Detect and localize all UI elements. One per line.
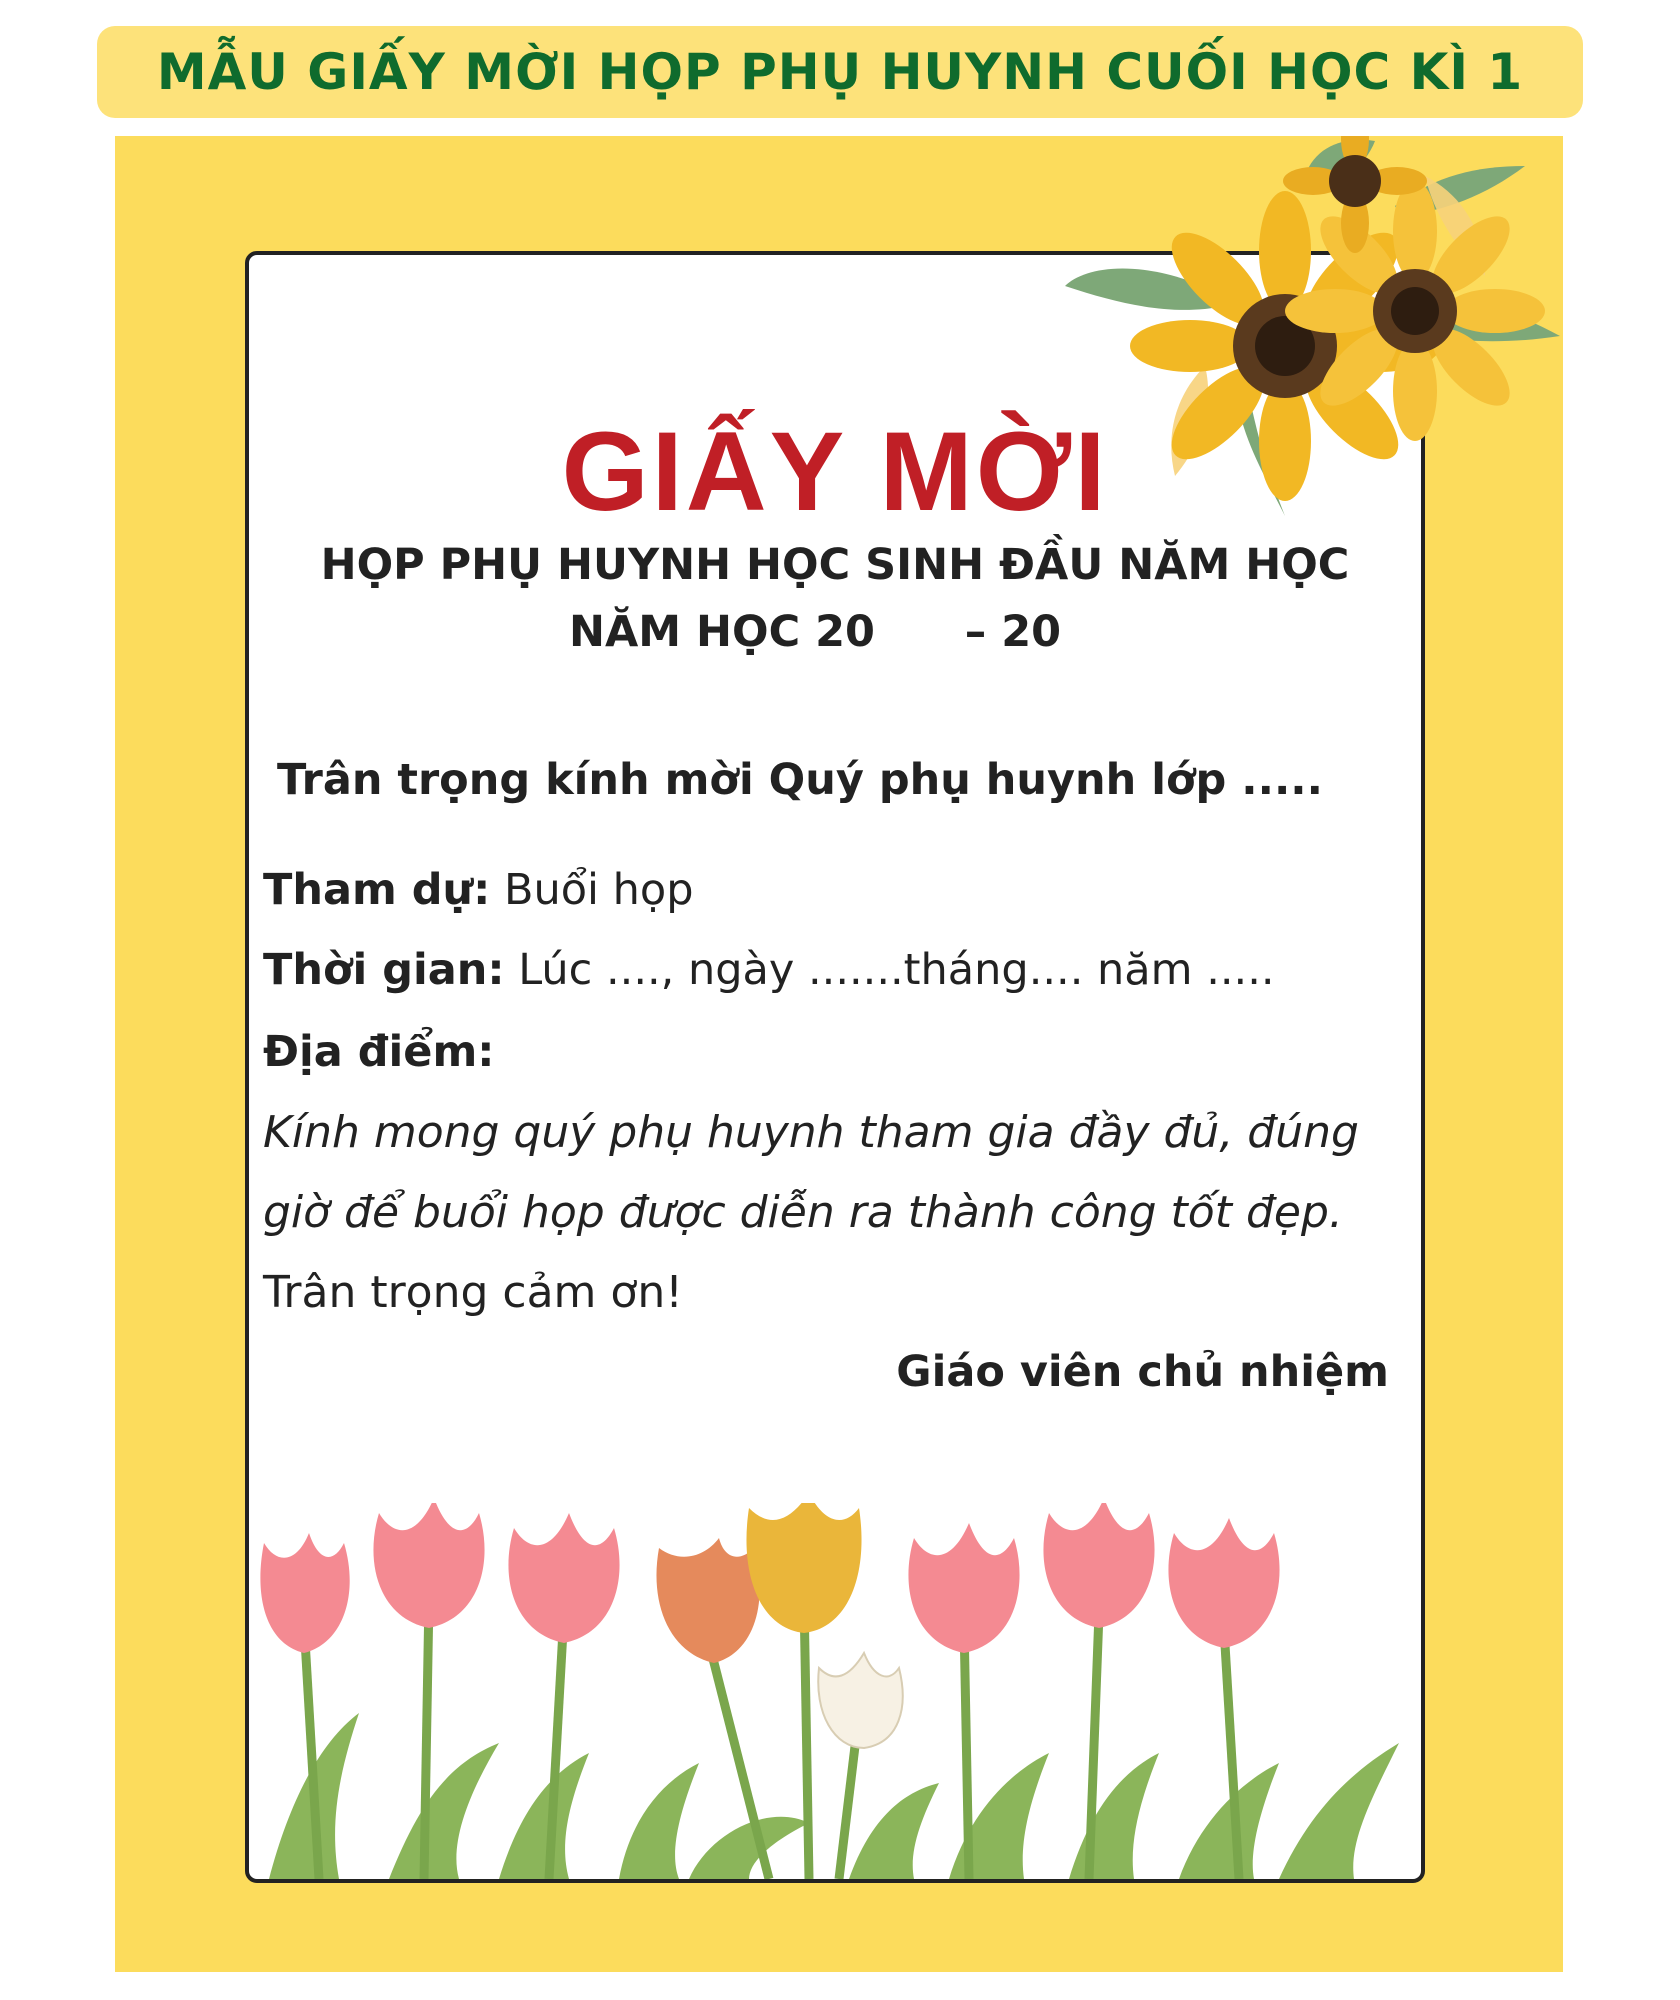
- sunflower-bouquet-illustration: [1065, 136, 1563, 556]
- invitation-poster: [115, 136, 1563, 1972]
- signature-label: Giáo viên chủ nhiệm: [896, 1347, 1389, 1397]
- field-location-label: Địa điểm:: [263, 1027, 495, 1077]
- message-line-1: Kính mong quý phụ huynh tham gia đầy đủ, đúng: [263, 1107, 1359, 1158]
- invitation-title: GIẤY MỜI: [561, 409, 1109, 534]
- message-line-2: giờ để buổi họp được diễn ra thành công tốt đẹp.: [263, 1187, 1343, 1238]
- field-location: [263, 1027, 494, 1077]
- school-year-line: NĂM HỌC 20 – 20: [569, 607, 1062, 657]
- field-time: [263, 945, 1275, 995]
- field-attend: [263, 865, 694, 915]
- invite-line: Trân trọng kính mời Quý phụ huynh lớp .....: [277, 755, 1323, 805]
- field-time-label: Thời gian:: [263, 945, 505, 995]
- invitation-subtitle: HỌP PHỤ HUYNH HỌC SINH ĐẦU NĂM HỌC: [320, 540, 1350, 590]
- tulip-row-illustration: [249, 1503, 1421, 1879]
- field-time-value: Lúc ...., ngày .......tháng.... năm .....: [504, 945, 1275, 995]
- thanks-line: Trân trọng cảm ơn!: [263, 1267, 683, 1318]
- field-attend-label: Tham dự:: [263, 865, 491, 915]
- page-banner: MẪU GIẤY MỜI HỌP PHỤ HUYNH CUỐI HỌC KÌ 1: [97, 26, 1583, 118]
- field-attend-value: Buổi họp: [490, 865, 694, 915]
